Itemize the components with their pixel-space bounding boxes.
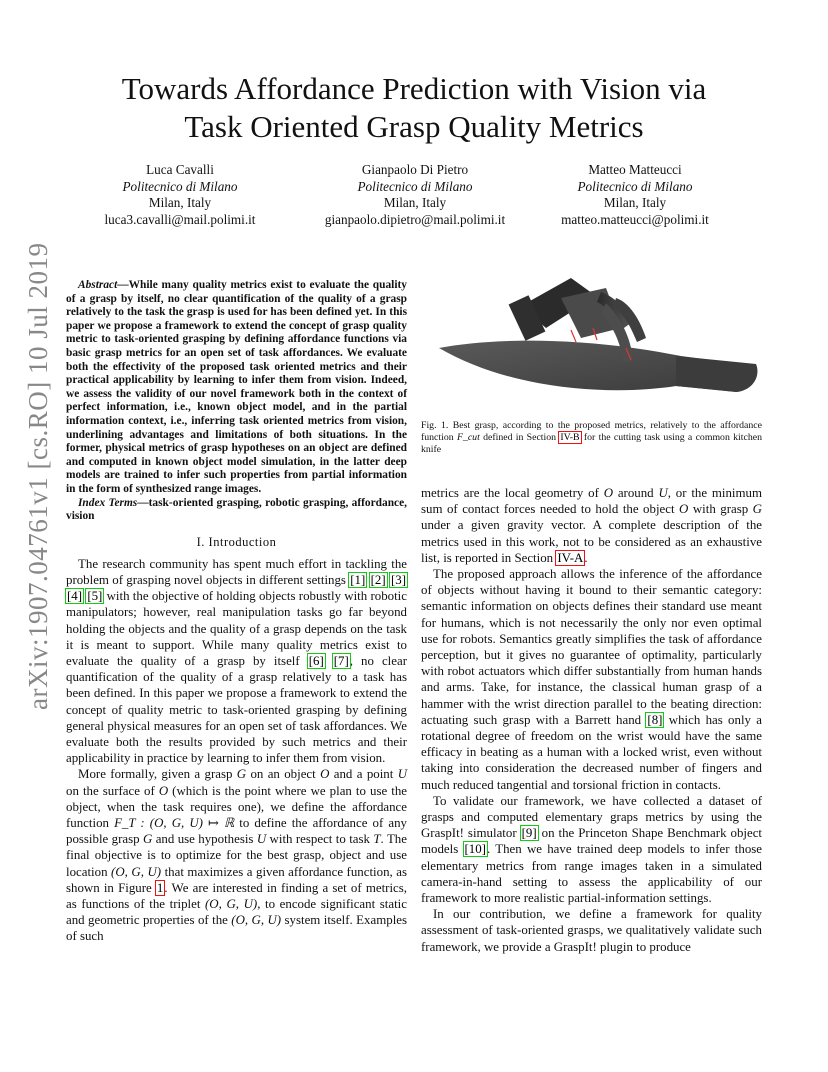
arxiv-identifier: arXiv:1907.04761v1 [cs.RO] 10 Jul 2019 [23,242,53,710]
title-line-1: Towards Affordance Prediction with Vision via [121,71,707,106]
author-email: gianpaolo.dipietro@mail.polimi.it [324,211,506,227]
author-location: Milan, Italy [148,195,212,210]
citation-link[interactable]: [2] [370,572,386,587]
section-link[interactable]: IV-B [560,432,580,444]
author-block-3 [550,162,720,228]
figure-1 [421,268,762,418]
citation-link[interactable]: [5] [87,589,103,604]
arxiv-sidebar [8,242,68,710]
abstract-label: Abstract [78,279,118,291]
citation-link[interactable]: [7] [333,653,349,668]
citation-link[interactable]: [10] [464,842,486,857]
author-block-1 [95,162,265,228]
author-affiliation: Politecnico di Milano [122,178,238,194]
title-line-2: Task Oriented Grasp Quality Metrics [184,109,644,144]
citation-link[interactable]: [1] [350,572,366,587]
author-email: matteo.matteucci@polimi.it [561,211,709,227]
abstract-text: —While many quality metrics exist to evaluate the quality of a grasp by itself, no clear quantification of the quality of a grasp relatively to the task the grasp is used for has been defined yet. In this paper we propose a framework to extend the concept of grasp quality metric to task-oriented grasping by defining affordance functions via basic grasp metrics for an open set of task affordances. We evaluate both the effectivity of the proposed task oriented metrics and their practical applicability by learning to infer them from vision. Indeed, we assess the validity of our novel framework both in the context of perfect information, i.e., known object model, and in the partial information context, i.e., inferring task oriented metrics from vision, underlining advantages and limitations of both situations. In the former, physical metrics of grasp hypotheses on an object are defined and computed in known object model simulation, in the latter deep models are trained to infer such properties from partial information in the form of synthesized range images. [66,279,407,495]
citation-link[interactable]: [4] [67,589,83,604]
author-name: Luca Cavalli [146,162,214,177]
knife-grasp-render [421,268,762,418]
index-terms-label: Index Terms [78,496,138,509]
citation-link[interactable]: [3] [390,572,406,587]
math-affordance-function: F_T : (O, G, U) ↦ ℝ [114,815,235,830]
author-email: luca3.cavalli@mail.polimi.it [104,211,256,227]
author-block-2 [310,162,520,228]
right-paragraph-3: To validate our framework, we have collected a dataset of grasps and computed elementary graps metrics by using the GraspIt! simulator [9] on the Princeton Shape Benchmark object models [10]. Then we have trained deep models to infer those elementary metrics from range images taken in a simulated camera-in-hand setting to assess the applicability of our framework to more realistic partial-information settings. [421,793,762,906]
section-heading: I. Introduction [196,534,277,549]
citation-link[interactable]: [9] [521,826,537,841]
left-column [66,279,407,945]
citation-link[interactable]: [8] [647,712,663,727]
citation-link[interactable]: [6] [308,653,324,668]
right-column [421,485,762,955]
abstract [66,279,407,497]
right-paragraph-1: metrics are the local geometry of O around U, or the minimum sum of contact forces needed to hold the object O with grasp G under a given gravity vector. A complete description of the metrics used in this work, not to be considered as an exhaustive list, is reported in Section IV-A. [421,486,762,565]
intro-paragraph-1: The research community has spent much effort in tackling the problem of grasping novel objects in different settings [1] [2] [3] [4] [5] with the objective of holding objects robustly with robotic manipulators; however, real manipulation tasks go far beyond holding the objects and the quality of a grasp depends on the task it is meant to support. While many quality metrics exist to evaluate the quality of a grasp by itself [6] [7], no clear quantification of the quality of a grasp relatively to a task has been defined. In this paper we propose a framework to extend the concept of quality metric to task-oriented grasping by defining general physical measures for an open set of task affordances. We evaluate both the results provided by such metrics and their applicability in practice by learning to infer them from vision. [66,556,407,766]
right-paragraph-2: The proposed approach allows the inference of the affordance of objects without having it bound to their semantic category: semantic information on objects defines their standard use meant for humans, which is not necessarily the only nor even optimal use for robots. Semantics greatly simplifies the task of affordance perception, but it gives no guarantee of optimality, particularly with robot actuators which differ substantially from human hands and arms. Take, for instance, the classical human grasp of a hammer with the wrist direction parallel to the beating direction: actuating such grasp with a Barrett hand [8] which has only a rotational degree of freedom on the wrist would have the same efficacy in beating as a human with a locked wrist, even without taking into consideration the decreased number of fingers and much reduced tangential and torsional friction in contacts. [421,567,762,792]
section-link[interactable]: IV-A [557,550,584,565]
author-affiliation: Politecnico di Milano [357,178,473,194]
author-name: Gianpaolo Di Pietro [361,162,469,177]
index-terms-text: —task-oriented grasping, robotic grasping, affordance, vision [66,496,407,523]
author-affiliation: Politecnico di Milano [577,178,693,194]
author-location: Milan, Italy [383,195,447,210]
intro-paragraph-2: More formally, given a grasp G on an object O and a point U on the surface of O (which is the point where we plan to use the object, when the task requires one), we define the affordance function F_T : (O, G, U) ↦ ℝ to define the affordance of any possible grasp G and use hypothesis U with respect to task T. The final objective is to optimize for the best grasp, object and use location (O, G, U) that maximizes a given affordance function, as shown in Figure 1. We are interested in finding a set of metrics, as functions of the triplet (O, G, U), to encode significant static and geometric properties of the (O, G, U) system itself. Examples of such [66,767,408,944]
author-location: Milan, Italy [603,195,667,210]
figure-link[interactable]: 1 [156,880,164,895]
index-terms [66,497,407,524]
paper-title [60,70,768,146]
right-paragraph-4: In our contribution, we define a framework for quality assessment of task-oriented grasps, we qualitatively validate such framework, we provide a GraspIt! plugin to produce [421,907,762,954]
author-name: Matteo Matteucci [588,162,682,177]
figure-1-caption: Fig. 1. Best grasp, according to the proposed metrics, relatively to the affordance function F_cut defined in Section IV-B for the cutting task using a common kitchen knife [421,420,762,456]
